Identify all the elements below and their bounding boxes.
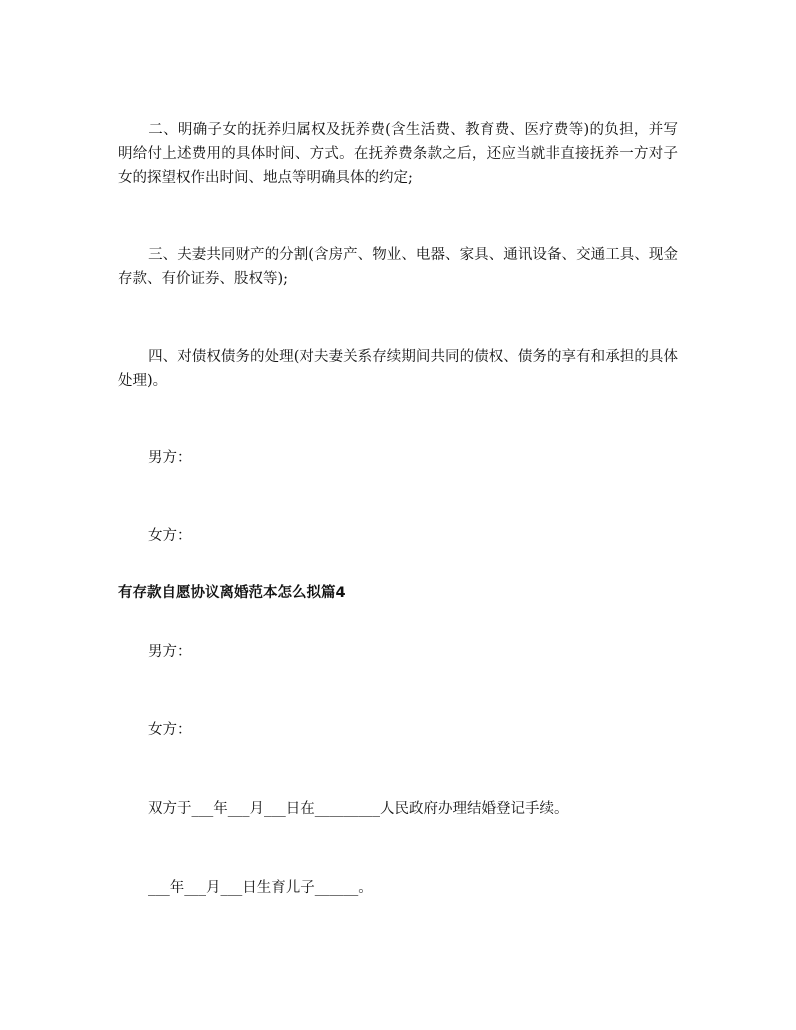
paragraph-property-text: 三、夫妻共同财产的分割(含房产、物业、电器、家具、通讯设备、交通工具、现金存款、有价证券、股权等); [118,247,678,287]
section-title: 有存款自愿协议离婚范本怎么拟篇4 [118,585,346,601]
section4-male-label: 男方： [148,644,192,660]
paragraph-debts-text: 四、对债权债务的处理(对夫妻关系存续期间共同的债权、债务的享有和承担的具体处理)。 [118,349,678,389]
section4-female-label: 女方： [148,722,192,738]
marriage-registration-line: 双方于___年___月___日在_________人民政府办理结婚登记手续。 [148,801,569,817]
paragraph-property [118,243,678,291]
paragraph-custody [118,118,678,190]
paragraph-debts [118,345,678,393]
paragraph-custody-text: 二、明确子女的抚养归属权及抚养费(含生活费、教育费、医疗费等)的负担，并写明给付上述费用的具体时间、方式。在抚养费条款之后，还应当就非直接抚养一方对子女的探望权作出时间、地点等明确具体的约定; [118,122,678,186]
male-signature-label: 男方： [148,450,192,466]
female-signature-label: 女方： [148,528,192,544]
child-birth-line: ___年___月___日生育儿子______。 [148,880,373,896]
